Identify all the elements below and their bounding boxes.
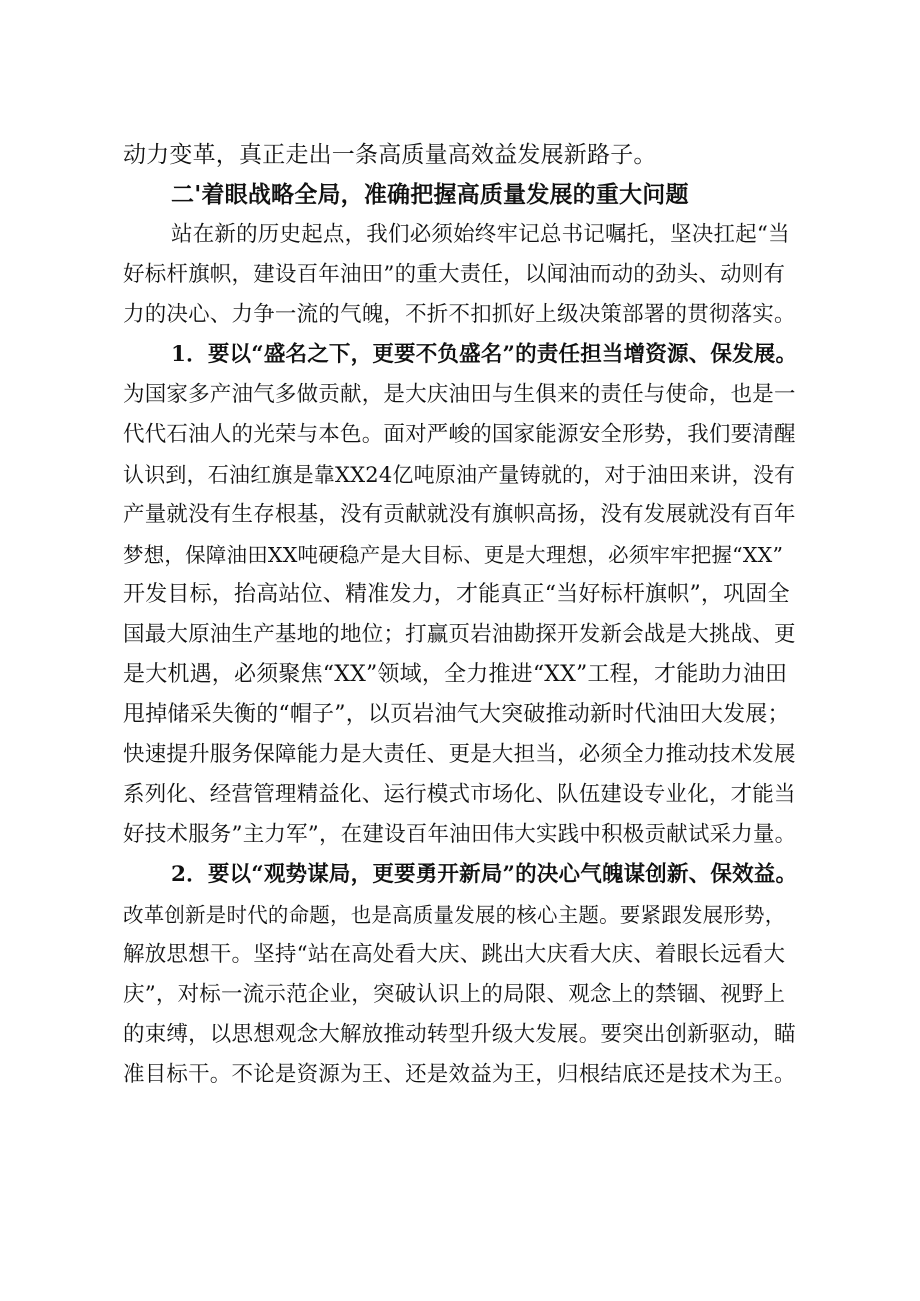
text-line: 系列化、经营管理精益化、运行模式市场化、队伍建设专业化，才能当 xyxy=(123,782,796,807)
text-line: 代代石油人的光荣与本色。面对严峻的国家能源安全形势，我们要清醒 xyxy=(123,422,796,447)
text-line: 的束缚，以思想观念大解放推动转型升级大发展。要突出创新驱动，瞄 xyxy=(123,1022,796,1047)
subsection-heading: 1．要以“盛名之下，更要不负盛名”的责任担当增资源、保发展。 xyxy=(171,342,798,367)
text-line: 甩掉储采失衡的“帽子”，以页岩油气大突破推动新时代油田大发展； xyxy=(123,702,790,727)
text-line: 产量就没有生存根基，没有贡献就没有旗帜高扬，没有发展就没有百年 xyxy=(123,502,796,527)
text-line: 力的决心、力争一流的气魄，不折不扣抓好上级决策部署的贯彻落实。 xyxy=(123,302,796,327)
text-line: 庆”，对标一流示范企业，突破认识上的局限、观念上的禁锢、视野上 xyxy=(123,982,786,1007)
text-line: 为国家多产油气多做贡献，是大庆油田与生俱来的责任与使命，也是一 xyxy=(123,382,796,407)
text-line: 国最大原油生产基地的地位；打赢页岩油勘探开发新会战是大挑战、更 xyxy=(123,622,796,647)
document-body xyxy=(123,135,797,1095)
text-line: 梦想，保障油田XX吨硬稳产是大目标、更是大理想，必须牢牢把握“XX” xyxy=(123,543,784,567)
text-line: 动力变革，真正走出一条高质量高效益发展新路子。 xyxy=(123,142,657,168)
text-line: 开发目标，抬高站位、精准发力，才能真正“当好标杆旗帜”，巩固全 xyxy=(123,582,790,607)
subsection-heading: 2．要以“观势谋局，更要勇开新局”的决心气魄谋创新、保效益。 xyxy=(171,862,798,887)
section-heading: 二'着眼战略全局，准确把握高质量发展的重大问题 xyxy=(171,181,689,208)
text-line: 是大机遇，必须聚焦“XX”领域，全力推进“XX”工程，才能助力油田 xyxy=(123,662,788,687)
text-line: 准目标干。不论是资源为王、还是效益为王，归根结底还是技术为王。 xyxy=(123,1062,796,1087)
text-line: 快速提升服务保障能力是大责任、更是大担当，必须全力推动技术发展 xyxy=(123,742,796,767)
text-line: 站在新的历史起点，我们必须始终牢记总书记嘱托，坚决扛起“当 xyxy=(171,222,790,247)
text-line: 改革创新是时代的命题，也是高质量发展的核心主题。要紧跟发展形势， xyxy=(123,903,786,927)
text-line: 好技术服务”主力军”，在建设百年油田伟大实践中积极贡献试采力量。 xyxy=(123,822,797,847)
text-line: 好标杆旗帜，建设百年油田”的重大责任，以闻油而动的劲头、动则有 xyxy=(123,262,786,287)
text-line: 认识到，石油红旗是靠XX24亿吨原油产量铸就的，对于油田来讲，没有 xyxy=(123,463,796,487)
text-line: 解放思想干。坚持“站在高处看大庆、跳出大庆看大庆、着眼长远看大 xyxy=(123,942,786,967)
